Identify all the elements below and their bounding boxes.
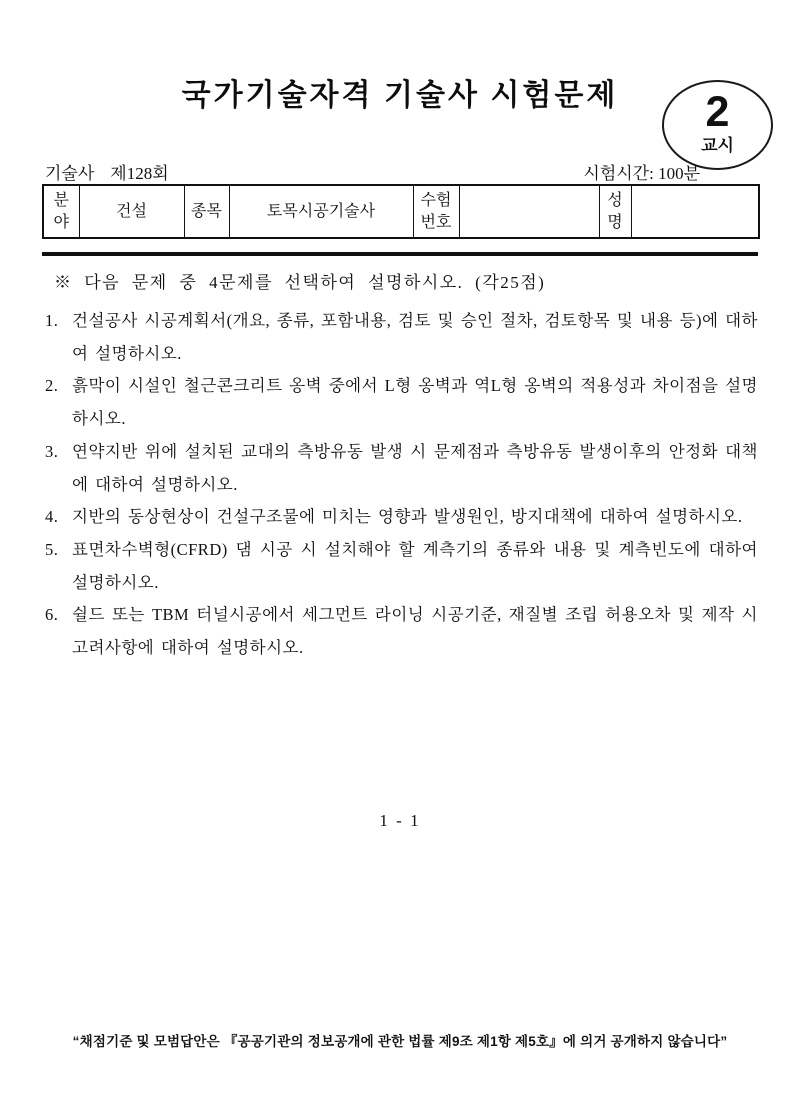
- question-item-5: [45, 534, 758, 599]
- page-number: 1 - 1: [379, 811, 421, 830]
- question-number: 3.: [45, 441, 59, 461]
- question-number: 5.: [45, 539, 59, 559]
- subject-label-cell: 종목: [184, 185, 229, 238]
- period-badge: [662, 80, 773, 170]
- period-number: 2: [705, 88, 730, 136]
- question-text: 쉴드 또는 TBM 터널시공에서 세그먼트 라이닝 시공기준, 재질별 조립 허용오차 및 제작 시 고려사항에 대하여 설명하시오.: [72, 605, 758, 658]
- question-number: 1.: [45, 311, 59, 330]
- exam-time-label: 시험시간: 100분: [583, 164, 700, 183]
- field-label-cell: 분야: [43, 185, 79, 238]
- table-row: [43, 185, 759, 238]
- meta-row: [45, 159, 700, 184]
- question-item-4: [45, 501, 758, 534]
- page-title: 국가기술자격 기술사 시험문제: [181, 79, 619, 112]
- period-label: 교시: [701, 136, 734, 155]
- exam-type-label: 기술사: [45, 164, 95, 183]
- question-number: 4.: [45, 507, 59, 527]
- question-item-6: [45, 599, 758, 664]
- name-label-cell: 성명: [599, 185, 631, 238]
- exam-no-value-cell: [459, 185, 599, 238]
- question-item-3: [45, 436, 758, 501]
- question-text: 흙막이 시설인 철근콘크리트 옹벽 중에서 L형 옹벽과 역L형 옹벽의 적용성과 차이점을 설명하시오.: [72, 376, 758, 429]
- subject-value-cell: 토목시공기술사: [229, 185, 413, 238]
- footer-disclosure-note: “채점기준 및 모범답안은 『공공기관의 정보공개에 관한 법률 제9조 제1항 제5호』에 의거 공개하지 않습니다”: [72, 1034, 728, 1049]
- question-text: 연약지반 위에 설치된 교대의 측방유동 발생 시 문제점과 측방유동 발생이후의 안정화 대책에 대하여 설명하시오.: [72, 441, 758, 494]
- question-text: 지반의 동상현상이 건설구조물에 미치는 영향과 발생원인, 방지대책에 대하여 설명하시오.: [72, 507, 743, 527]
- question-item-2: [45, 370, 758, 435]
- name-value-cell: [631, 185, 759, 238]
- instruction-text: ※ 다음 문제 중 4문제를 선택하여 설명하시오. (각25점): [54, 273, 546, 292]
- exam-type-round: [45, 159, 169, 184]
- candidate-info-table: [42, 184, 760, 239]
- question-number: 6.: [45, 605, 59, 625]
- question-text: 건설공사 시공계획서(개요, 종류, 포함내용, 검토 및 승인 절차, 검토항목 및 내용 등)에 대하여 설명하시오.: [72, 311, 758, 363]
- question-item-1: [45, 305, 758, 370]
- question-list: [45, 305, 758, 665]
- field-value-cell: 건설: [79, 185, 184, 238]
- question-number: 2.: [45, 376, 59, 396]
- question-text: 표면차수벽형(CFRD) 댐 시공 시 설치해야 할 계측기의 종류와 내용 및 계측빈도에 대하여 설명하시오.: [72, 539, 758, 592]
- horizontal-divider: [42, 252, 758, 256]
- exam-round-label: 제128회: [110, 164, 169, 183]
- exam-no-label-cell: 수험번호: [413, 185, 459, 238]
